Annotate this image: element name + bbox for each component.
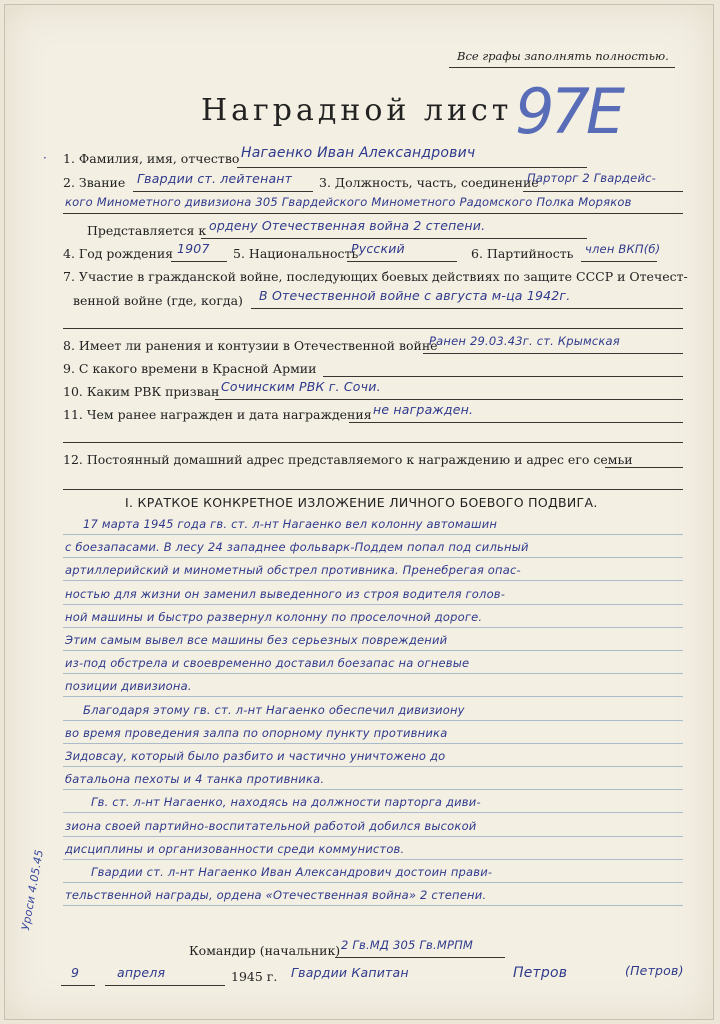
field-8-value: Ранен 29.03.43г. ст. Крымская	[429, 334, 620, 348]
field-5-line	[347, 261, 457, 262]
field-12-label: 12. Постоянный домашний адрес представляемого к награждению и адрес его семьи	[63, 452, 633, 467]
field-2-value: Гвардии ст. лейтенант	[137, 171, 293, 186]
instruction-underline	[449, 67, 675, 68]
field-7-value: В Отечественной войне с августа м-ца 1942г.	[259, 288, 571, 303]
narrative-line: 17 марта 1945 года гв. ст. л-нт Нагаенко вел колонну автомашин	[83, 517, 498, 531]
fill-instruction: Все графы заполнять полностью.	[457, 49, 669, 63]
narrative-rule	[63, 534, 683, 535]
field-1-label: 1. Фамилия, имя, отчество	[63, 151, 240, 166]
field-5-label: 5. Национальность	[233, 246, 359, 261]
page-title: Наградной лист	[201, 93, 513, 128]
field-7-label: 7. Участие в гражданской войне, последующих боевых действиях по защите СССР и Отечест-	[63, 269, 688, 284]
margin-note: Уроси 4.05.45	[19, 848, 46, 932]
commander-unit: 2 Гв.МД 305 Гв.МРПМ	[341, 938, 474, 952]
narrative-line: тельственной награды, ордена «Отечественная война» 2 степени.	[65, 888, 487, 903]
narrative-line: с боезапасами. В лесу 24 западнее фольварк-Поддем попал под сильный	[65, 540, 529, 555]
field-7-line	[251, 308, 683, 309]
narrative-rule	[63, 836, 683, 837]
field-award-value: ордену Отечественная война 2 степени.	[209, 218, 486, 233]
narrative-rule	[63, 604, 683, 605]
narrative-rule	[63, 766, 683, 767]
narrative-rule	[63, 673, 683, 674]
narrative-rule	[63, 743, 683, 744]
narrative-line: из-под обстрела и своевременно доставил боезапас на огневые	[65, 656, 470, 671]
narrative-line: Гв. ст. л-нт Нагаенко, находясь на должности парторга диви-	[91, 795, 481, 810]
signer-rank: Гвардии Капитан	[291, 965, 409, 980]
narrative-line: во время проведения залпа по опорному пункту противника	[65, 725, 448, 740]
field-award-label: Представляется к	[87, 223, 207, 238]
field-11-value: не награжден.	[373, 402, 474, 417]
commander-label: Командир (начальник)	[189, 943, 341, 958]
field-3-value: Парторг 2 Гвардейс-	[527, 171, 657, 185]
narrative-rule	[63, 812, 683, 813]
field-10-line	[215, 399, 683, 400]
award-sheet	[4, 4, 714, 1020]
field-4-label: 4. Год рождения	[63, 246, 174, 261]
narrative-rule	[63, 720, 683, 721]
field-11-line-2	[63, 442, 683, 443]
narrative-rule	[63, 882, 683, 883]
field-11-line	[349, 422, 683, 423]
field-10-label: 10. Каким РВК призван	[63, 384, 220, 399]
field-5-value: Русский	[351, 241, 405, 256]
section-heading: I. КРАТКОЕ КОНКРЕТНОЕ ИЗЛОЖЕНИЕ ЛИЧНОГО БОЕВОГО ПОДВИГА.	[125, 495, 598, 510]
narrative-line: позиции дивизиона.	[65, 679, 192, 694]
narrative-rule	[63, 580, 683, 581]
narrative-line: батальона пехоты и 4 танка противника.	[65, 772, 325, 787]
archive-mark: 97Е	[515, 75, 622, 148]
field-2-label: 2. Звание	[63, 175, 126, 190]
narrative-line: Этим самым вывел все машины без серьезных повреждений	[65, 633, 448, 647]
field-2-line	[133, 191, 313, 192]
field-6-label: 6. Партийность	[471, 246, 574, 261]
narrative-rule	[63, 905, 683, 906]
field-7-label-cont: венной войне (где, когда)	[73, 293, 243, 308]
narrative-line: Гвардии ст. л-нт Нагаенко Иван Александрович достоин прави-	[91, 865, 493, 879]
narrative-rule	[63, 627, 683, 628]
narrative-line: дисциплины и организованности среди коммунистов.	[65, 841, 405, 856]
field-6-value: член ВКП(б)	[585, 242, 661, 256]
field-1-value: Нагаенко Иван Александрович	[241, 145, 476, 161]
narrative-rule	[63, 557, 683, 558]
field-8-label: 8. Имеет ли ранения и контузии в Отечественной войне	[63, 338, 438, 353]
field-6-line	[581, 261, 657, 262]
narrative-line: Зидовсау, который было разбито и частично уничтожено до	[65, 749, 446, 763]
field-9-line	[323, 376, 683, 377]
narrative-line: ной машины и быстро развернул колонну по проселочной дороге.	[65, 609, 483, 624]
narrative-rule	[63, 789, 683, 790]
narrative-line: Благодаря этому гв. ст. л-нт Нагаенко обеспечил дивизиону	[83, 702, 465, 717]
narrative-line: ностью для жизни он заменил выведенного из строя водителя голов-	[65, 586, 506, 601]
field-3-label: 3. Должность, часть, соединение	[319, 175, 539, 190]
date-year: 1945 г.	[231, 969, 278, 984]
field-12-line-2	[63, 489, 683, 490]
field-11-label: 11. Чем ранее награжден и дата награждения	[63, 407, 372, 422]
narrative-line: артиллерийский и минометный обстрел противника. Пренебрегая опас-	[65, 563, 521, 578]
narrative-rule	[63, 696, 683, 697]
field-10-value: Сочинским РВК г. Сочи.	[221, 379, 381, 394]
field-4-value: 1907	[177, 241, 210, 256]
date-day: 9	[71, 965, 80, 980]
commander-line	[335, 957, 505, 958]
narrative-rule	[63, 650, 683, 651]
field-7-line-2	[63, 328, 683, 329]
tick-mark: ·	[43, 151, 47, 165]
date-day-line	[61, 985, 95, 986]
narrative-rule	[63, 859, 683, 860]
date-month-line	[105, 985, 225, 986]
narrative-line: зиона своей партийно-воспитательной работой добился высокой	[65, 818, 477, 833]
field-3-line-cont	[63, 213, 683, 214]
field-9-label: 9. С какого времени в Красной Армии	[63, 361, 317, 376]
field-award-line	[201, 238, 587, 239]
field-3-value-cont: кого Минометного дивизиона 305 Гвардейского Минометного Радомского Полка Моряков	[65, 195, 632, 209]
field-1-line	[237, 167, 587, 168]
field-12-line	[605, 467, 683, 468]
signer-name: (Петров)	[625, 963, 684, 978]
date-month: апреля	[117, 965, 166, 980]
field-4-line	[171, 261, 227, 262]
signature: Петров	[513, 965, 568, 981]
field-3-line	[523, 191, 683, 192]
field-8-line	[423, 353, 683, 354]
